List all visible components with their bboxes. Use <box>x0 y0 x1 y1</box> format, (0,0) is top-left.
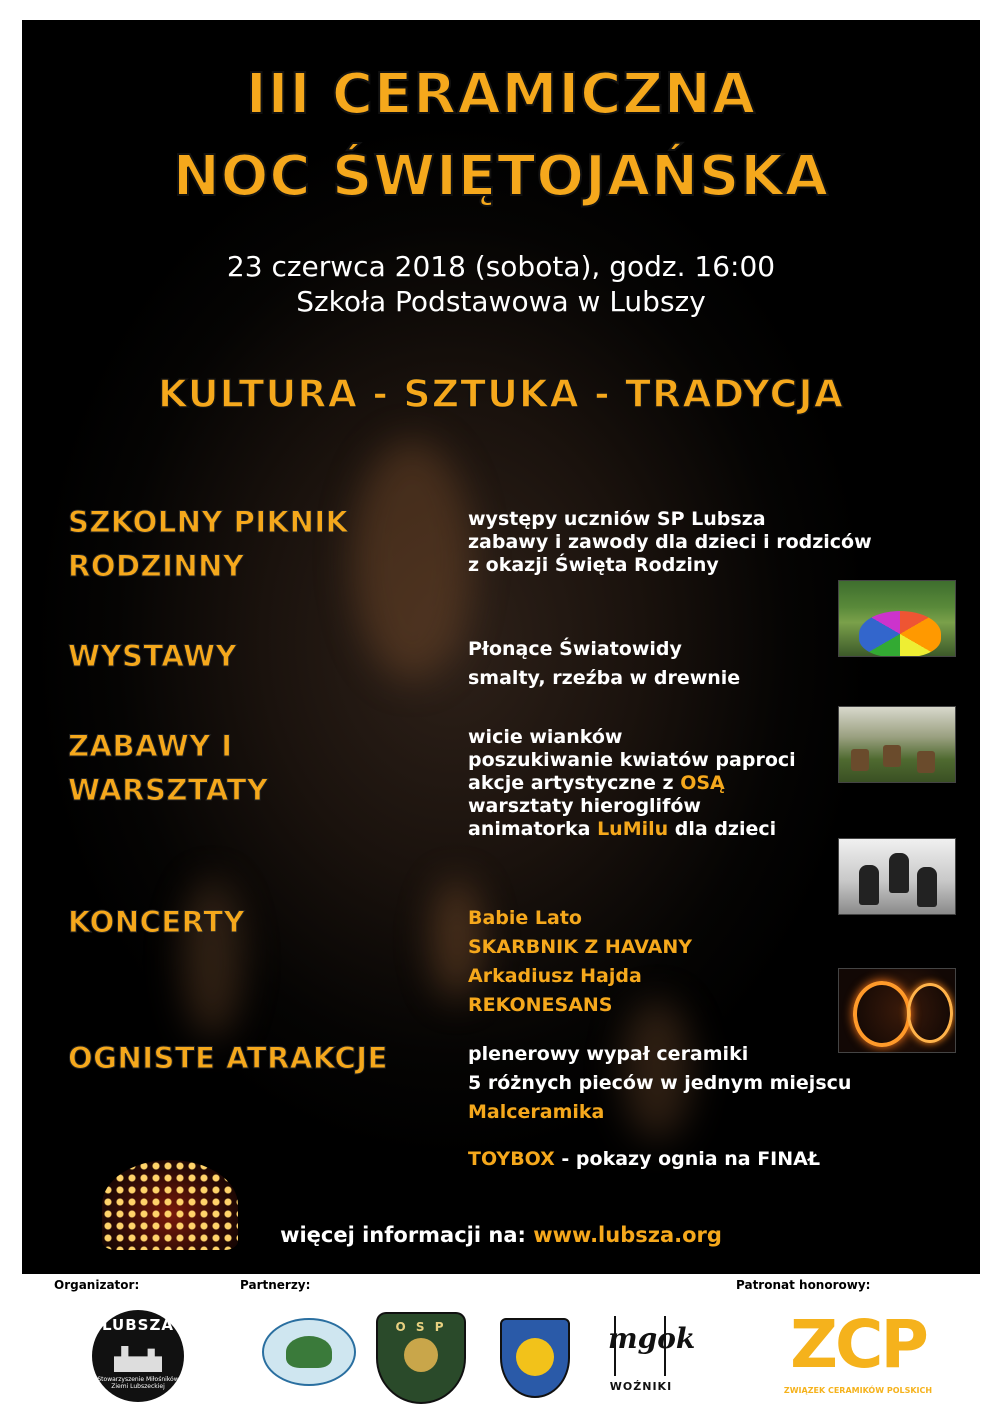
poster <box>22 20 980 1274</box>
list-item: animatorka LuMilu dla dzieci <box>468 818 777 840</box>
list-item: zabawy i zawody dla dzieci i rodziców <box>468 531 872 553</box>
piknik-photo <box>838 580 956 657</box>
section-title-koncerty: KONCERTY <box>68 905 245 939</box>
list-item: akcje artystyczne z OSĄ <box>468 772 725 794</box>
fire-show-photo <box>838 968 956 1053</box>
list-item: z okazji Święta Rodziny <box>468 554 719 576</box>
partners-label: Partnerzy: <box>240 1278 311 1292</box>
section-items-koncerty <box>468 904 692 1020</box>
section-items-ogniste <box>468 1040 851 1127</box>
section-title-piknik: SZKOLNY PIKNIK RODZINNY <box>68 505 349 583</box>
list-item: Arkadiusz Hajda <box>468 965 642 987</box>
lumilu-highlight: LuMilu <box>597 818 669 840</box>
list-item: Płonące Światowidy <box>468 638 682 660</box>
coat-of-arms-logo <box>500 1318 570 1398</box>
warsztaty-photo <box>838 706 956 783</box>
list-item: 5 różnych pieców w jednym miejscu <box>468 1072 852 1094</box>
title-line-2: NOC ŚWIĘTOJAŃSKA <box>172 144 830 209</box>
zcp-logo: ZCP <box>790 1306 926 1383</box>
website-link[interactable]: www.lubsza.org <box>533 1223 722 1247</box>
event-place: Szkoła Podstawowa w Lubszy <box>296 285 706 318</box>
patron-label: Patronat honorowy: <box>736 1278 871 1292</box>
list-item: warsztaty hieroglifów <box>468 795 701 817</box>
list-item: REKONESANS <box>468 994 613 1016</box>
section-items-piknik <box>468 508 872 577</box>
zcp-caption: ZWIĄZEK CERAMIKÓW POLSKICH <box>783 1386 933 1395</box>
tree-icon <box>286 1336 332 1368</box>
school-logo <box>262 1318 356 1386</box>
list-item: występy uczniów SP Lubsza <box>468 508 766 530</box>
osa-highlight: OSĄ <box>680 772 725 794</box>
list-item: smalty, rzeźba w drewnie <box>468 667 741 689</box>
list-item: SKARBNIK Z HAVANY <box>468 936 693 958</box>
osp-logo: O S P <box>376 1312 466 1404</box>
section-title-ogniste: OGNISTE ATRAKCJE <box>68 1041 388 1075</box>
lubsza-logo: LUBSZA Stowarzyszenie Miłośników Ziemi Lubszeckiej <box>92 1310 184 1402</box>
section-items-toybox <box>468 1148 820 1171</box>
section-items-wystawy <box>468 635 740 693</box>
list-item: wicie wianków <box>468 726 623 748</box>
list-item: Malceramika <box>468 1101 605 1123</box>
list-item: poszukiwanie kwiatów paproci <box>468 749 796 771</box>
list-item: TOYBOX - pokazy ognia na FINAŁ <box>468 1148 821 1170</box>
castle-icon <box>114 1346 162 1372</box>
helmet-icon <box>404 1338 438 1372</box>
title-line-1: III CERAMICZNA <box>245 62 757 127</box>
organizer-label: Organizator: <box>54 1278 140 1292</box>
event-date: 23 czerwca 2018 (sobota), godz. 16:00 <box>226 250 776 283</box>
list-item: Babie Lato <box>468 907 582 929</box>
section-items-zabawy <box>468 726 796 841</box>
section-title-wystawy: WYSTAWY <box>68 639 238 673</box>
mgok-caption: WOŹNIKI <box>609 1380 673 1393</box>
mgok-logo: mgok <box>608 1316 670 1378</box>
eagle-icon <box>516 1338 554 1376</box>
section-title-zabawy: ZABAWY I WARSZTATY <box>68 729 269 807</box>
list-item: plenerowy wypał ceramiki <box>468 1043 749 1065</box>
slogan: KULTURA - SZTUKA - TRADYCJA <box>158 372 844 416</box>
koncert-photo <box>838 838 956 915</box>
more-info: więcej informacji na: www.lubsza.org <box>280 1223 722 1247</box>
